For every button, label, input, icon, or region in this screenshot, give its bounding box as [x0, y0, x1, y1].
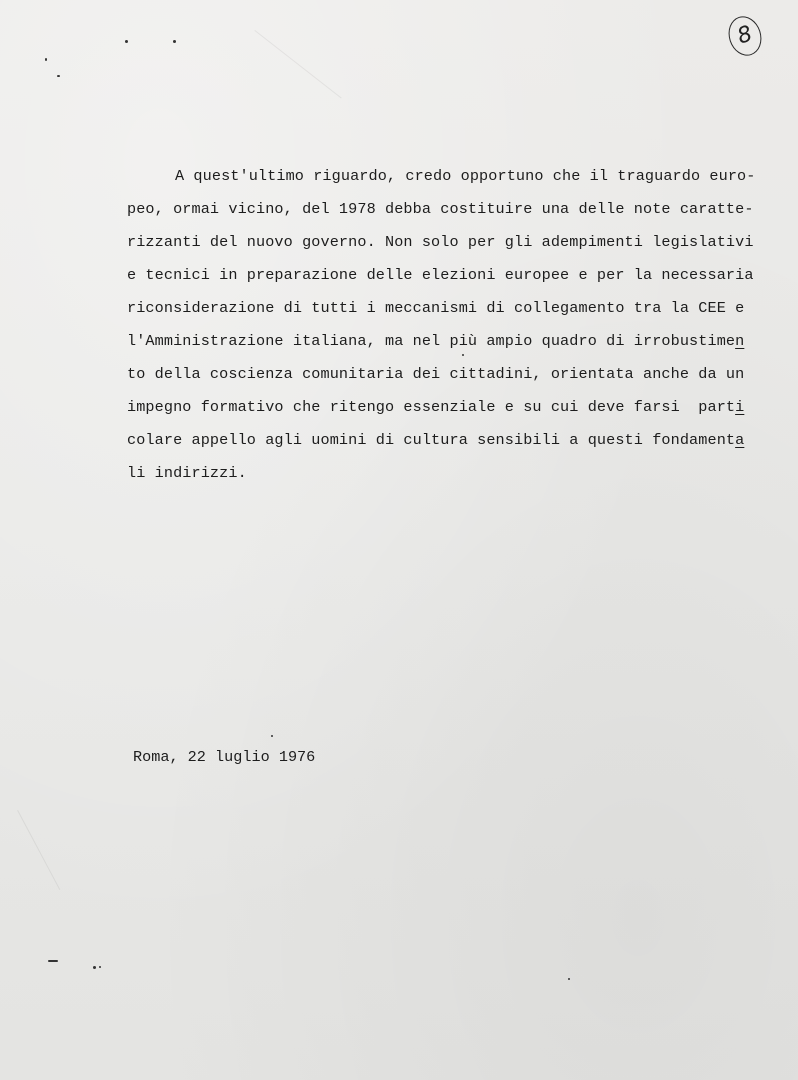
paper-fold-line	[17, 810, 60, 890]
scan-speck	[45, 58, 47, 61]
scan-speck	[99, 966, 101, 968]
underlined-letter: n	[735, 332, 745, 350]
paragraph-line: rizzanti del nuovo governo. Non solo per gli adempimenti legislativi	[127, 233, 754, 251]
paragraph-line: li indirizzi.	[127, 464, 247, 482]
underlined-letter: i	[735, 398, 745, 416]
paragraph-line: riconsiderazione di tutti i meccanismi di collegamento tra la CEE e	[127, 299, 745, 317]
paragraph-line: e tecnici in preparazione delle elezioni europee e per la necessaria	[127, 266, 754, 284]
page-number-stamp: 8	[724, 12, 767, 60]
scan-speck	[125, 40, 128, 43]
paragraph-line: A quest'ultimo riguardo, credo opportuno che il traguardo euro-	[175, 167, 756, 185]
letter-paragraph	[127, 160, 787, 490]
paragraph-line: colare appello agli uomini di cultura sensibili a questi fondamenta	[127, 431, 745, 449]
paragraph-line: impegno formativo che ritengo essenziale e su cui deve farsi parti	[127, 398, 745, 416]
paragraph-line: to della coscienza comunitaria dei cittadini, orientata anche da un	[127, 365, 745, 383]
place-date-signoff: Roma, 22 luglio 1976	[133, 748, 316, 766]
scan-speck	[173, 40, 176, 43]
scan-speck	[568, 978, 570, 980]
scan-speck	[48, 960, 58, 962]
scan-speck	[57, 75, 60, 77]
underlined-letter: a	[735, 431, 745, 449]
scan-speck	[271, 735, 273, 737]
paper-fold-line	[254, 30, 341, 99]
scan-speck	[93, 966, 96, 969]
paragraph-line: l'Amministrazione italiana, ma nel più ampio quadro di irrobustimen	[127, 332, 745, 350]
paragraph-line: peo, ormai vicino, del 1978 debba costituire una delle note caratte-	[127, 200, 754, 218]
archive-watermark	[0, 990, 260, 1050]
